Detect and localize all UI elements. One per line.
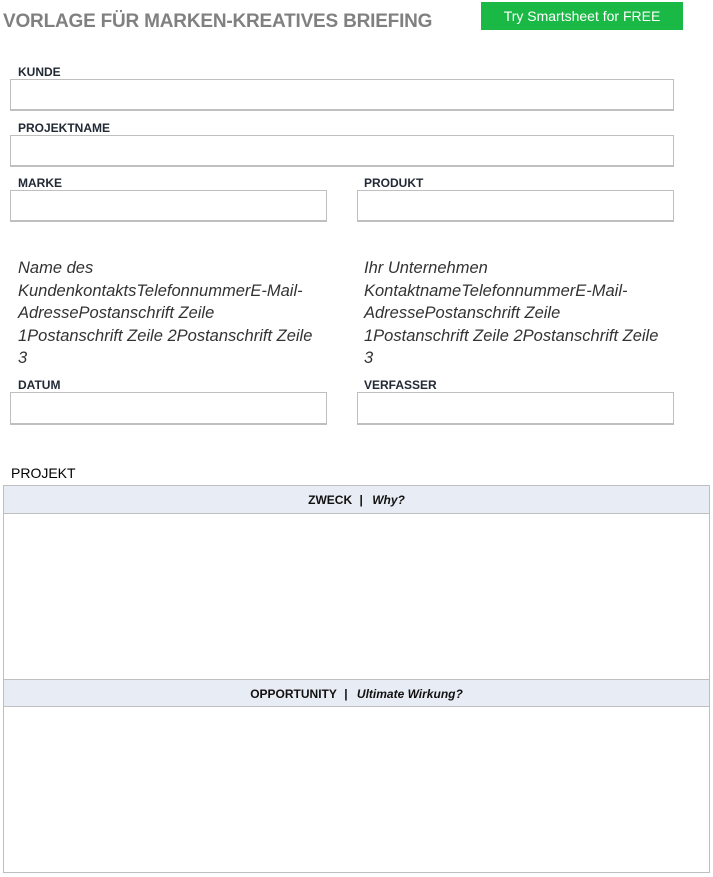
zweck-cell[interactable] — [4, 514, 709, 679]
projekt-table — [3, 485, 710, 873]
verfasser-label: VERFASSER — [364, 378, 437, 392]
datum-field[interactable] — [10, 392, 327, 425]
marke-field[interactable] — [10, 190, 327, 222]
projektname-field[interactable] — [10, 135, 674, 167]
opportunity-key: OPPORTUNITY — [250, 687, 337, 701]
projektname-label: PROJEKTNAME — [18, 121, 111, 135]
opportunity-cell[interactable] — [4, 708, 709, 872]
page-title: VORLAGE FÜR MARKEN-KREATIVES BRIEFING — [3, 11, 433, 32]
client-contact-info: Name des KundenkontaktsTelefonnummerE-Mail-AdressePostanschrift Zeile 1Postanschrift Zeile 2Postanschrift Zeile 3 — [18, 259, 313, 367]
kunde-label: KUNDE — [18, 65, 61, 79]
marke-label: MARKE — [18, 176, 62, 190]
zweck-question: Why? — [372, 493, 405, 507]
zweck-key: ZWECK — [308, 493, 353, 507]
opportunity-header — [4, 679, 709, 707]
produkt-field[interactable] — [357, 190, 674, 222]
zweck-input[interactable] — [4, 514, 709, 679]
company-contact-info: Ihr Unternehmen KontaktnameTelefonnummerE-Mail-AdressePostanschrift Zeile 1Postanschrift Zeile 2Postanschrift Zeile 3 — [364, 259, 659, 367]
opportunity-question: Ultimate Wirkung? — [356, 687, 463, 701]
zweck-header — [4, 486, 709, 514]
opportunity-input[interactable] — [4, 708, 709, 872]
kunde-field[interactable] — [10, 79, 674, 111]
datum-label: DATUM — [18, 378, 61, 392]
opportunity-separator: | — [344, 687, 348, 701]
verfasser-field[interactable] — [357, 392, 674, 425]
produkt-label: PRODUKT — [364, 176, 424, 190]
zweck-separator: | — [359, 493, 363, 507]
projekt-section-label: PROJEKT — [11, 465, 76, 481]
try-smartsheet-button[interactable]: Try Smartsheet for FREE — [481, 2, 683, 30]
